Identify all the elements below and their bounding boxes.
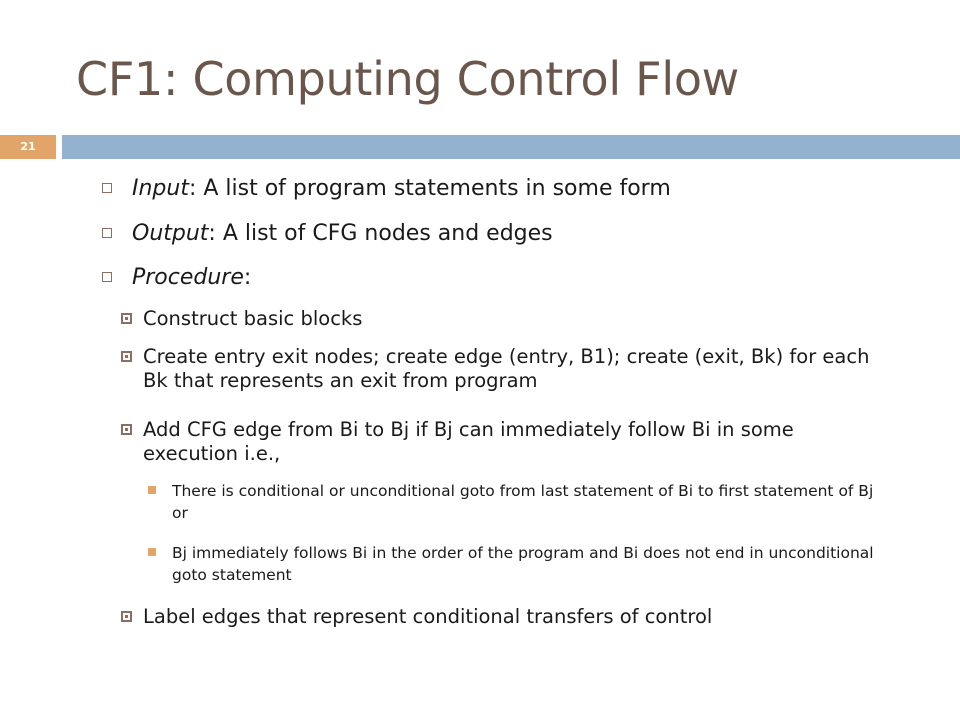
step-text: Construct basic blocks <box>143 307 363 330</box>
filled-square-bullet-icon <box>148 486 156 494</box>
bullet-body: : A list of program statements in some form <box>188 176 671 201</box>
condition-text: Bj immediately follows Bi in the order of the program and Bi does not end in unconditional goto statement <box>172 544 874 584</box>
bullet-body: : <box>243 265 252 290</box>
bullet-key: Procedure <box>132 265 244 290</box>
bullet-text <box>132 265 251 290</box>
bullet-text <box>132 176 671 201</box>
page-number-badge: 21 <box>0 135 56 159</box>
bullet-key: Output <box>132 221 209 246</box>
bullet-body: : A list of CFG nodes and edges <box>208 221 553 246</box>
step-text: Label edges that represent conditional transfers of control <box>143 605 713 628</box>
bullet-key: Input <box>132 176 189 201</box>
square-bullet-icon <box>121 611 132 622</box>
square-bullet-icon <box>121 424 132 435</box>
header-rule-bar <box>62 135 960 159</box>
step-text: Add CFG edge from Bi to Bj if Bj can immediately follow Bi in some execution i.e., <box>143 418 794 465</box>
step-text: Create entry exit nodes; create edge (entry, B1); create (exit, Bk) for each Bk that represents an exit from program <box>143 345 870 392</box>
condition-text: There is conditional or unconditional goto from last statement of Bi to first statement of Bj or <box>172 482 874 522</box>
bullet-text <box>132 221 553 246</box>
square-bullet-icon <box>121 313 132 324</box>
hollow-square-bullet-icon <box>102 228 112 238</box>
slide-title: CF1: Computing Control Flow <box>76 52 739 106</box>
hollow-square-bullet-icon <box>102 183 112 193</box>
square-bullet-icon <box>121 351 132 362</box>
filled-square-bullet-icon <box>148 548 156 556</box>
hollow-square-bullet-icon <box>102 272 112 282</box>
